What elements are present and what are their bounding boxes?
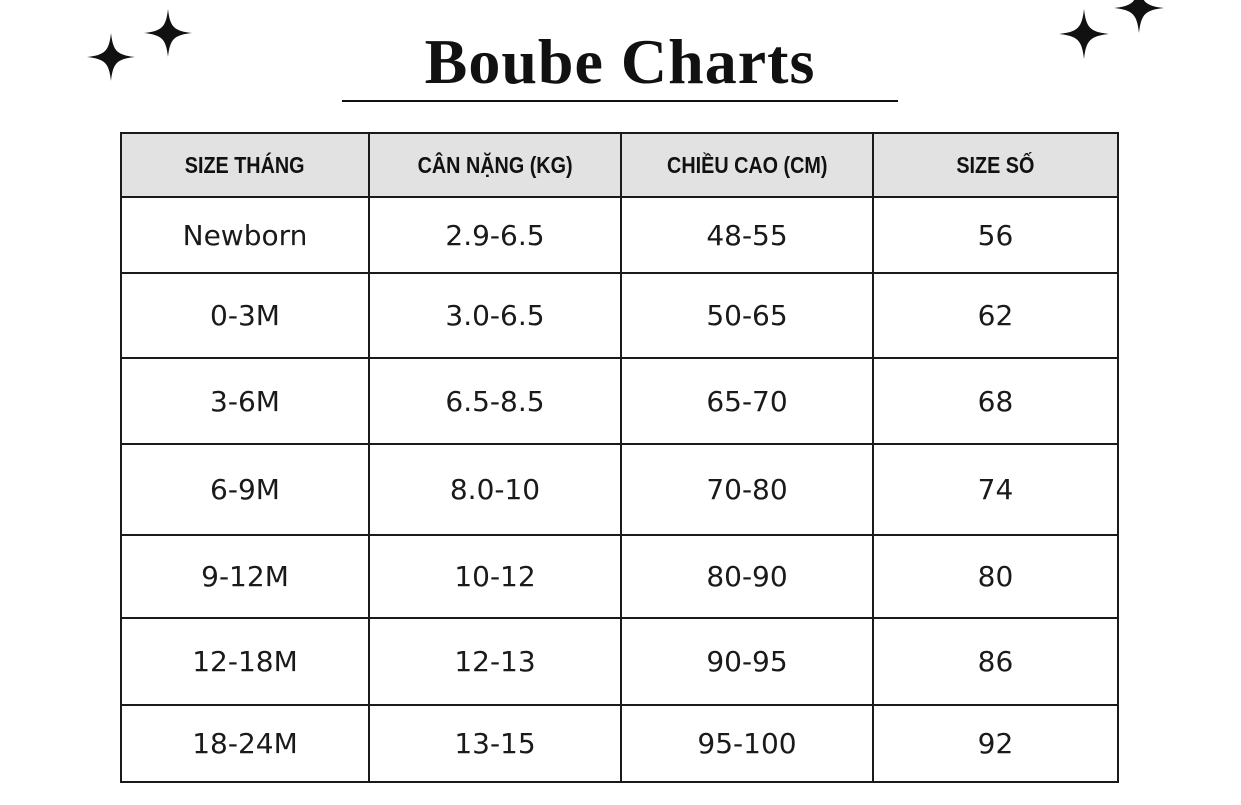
sparkle-icon bbox=[86, 32, 136, 82]
cell-size-so: 80 bbox=[873, 535, 1118, 618]
cell-size-so: 62 bbox=[873, 273, 1118, 358]
cell-chieu-cao: 50-65 bbox=[621, 273, 873, 358]
table-row bbox=[121, 705, 1118, 782]
cell-size-so: 68 bbox=[873, 358, 1118, 444]
cell-chieu-cao: 70-80 bbox=[621, 444, 873, 535]
sparkle-icon bbox=[143, 8, 193, 58]
cell-can-nang: 10-12 bbox=[369, 535, 621, 618]
cell-chieu-cao: 80-90 bbox=[621, 535, 873, 618]
sparkle-icon bbox=[1058, 8, 1110, 60]
cell-can-nang: 6.5-8.5 bbox=[369, 358, 621, 444]
cell-chieu-cao: 95-100 bbox=[621, 705, 873, 782]
sparkle-icon bbox=[1113, 0, 1165, 34]
title-underline bbox=[342, 100, 898, 102]
header-can-nang: CÂN NẶNG (KG) bbox=[369, 133, 621, 197]
cell-size-thang: 6-9M bbox=[121, 444, 369, 535]
table-row bbox=[121, 358, 1118, 444]
cell-size-thang: 9-12M bbox=[121, 535, 369, 618]
table-row bbox=[121, 273, 1118, 358]
table-header-row bbox=[121, 133, 1118, 197]
cell-can-nang: 3.0-6.5 bbox=[369, 273, 621, 358]
cell-can-nang: 2.9-6.5 bbox=[369, 197, 621, 273]
cell-size-thang: 0-3M bbox=[121, 273, 369, 358]
page-title: Boube Charts bbox=[424, 26, 816, 97]
header-size-so: SIZE SỐ bbox=[873, 133, 1118, 197]
cell-size-thang: Newborn bbox=[121, 197, 369, 273]
cell-chieu-cao: 48-55 bbox=[621, 197, 873, 273]
table-row bbox=[121, 197, 1118, 273]
header-chieu-cao: CHIỀU CAO (CM) bbox=[621, 133, 873, 197]
table-row bbox=[121, 618, 1118, 705]
header-size-thang: SIZE THÁNG bbox=[121, 133, 369, 197]
cell-chieu-cao: 90-95 bbox=[621, 618, 873, 705]
size-chart-table bbox=[120, 132, 1119, 783]
cell-size-thang: 3-6M bbox=[121, 358, 369, 444]
cell-size-thang: 12-18M bbox=[121, 618, 369, 705]
cell-size-so: 86 bbox=[873, 618, 1118, 705]
cell-size-so: 56 bbox=[873, 197, 1118, 273]
cell-can-nang: 8.0-10 bbox=[369, 444, 621, 535]
cell-can-nang: 12-13 bbox=[369, 618, 621, 705]
cell-size-so: 92 bbox=[873, 705, 1118, 782]
cell-size-so: 74 bbox=[873, 444, 1118, 535]
table-row bbox=[121, 444, 1118, 535]
cell-chieu-cao: 65-70 bbox=[621, 358, 873, 444]
table-row bbox=[121, 535, 1118, 618]
cell-can-nang: 13-15 bbox=[369, 705, 621, 782]
cell-size-thang: 18-24M bbox=[121, 705, 369, 782]
